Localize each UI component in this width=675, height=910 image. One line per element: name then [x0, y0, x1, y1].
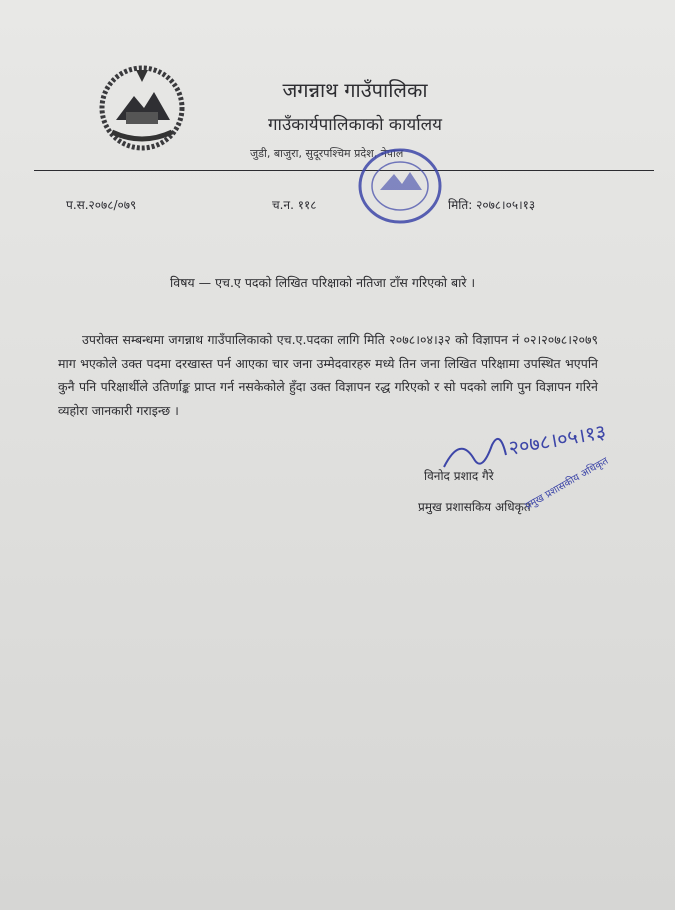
title-stamp: प्रमुख प्रशासकीय अधिकृत [523, 455, 611, 513]
letter-body: उपरोक्त सम्बन्धमा जगन्नाथ गाउँपालिकाको एच.ए.पदका लागि मिति २०७८।०४।३२ को विज्ञापन नं ०२।२०७८।२०७९ माग भएकोले उक्त पदमा दरखास्त पर्न आएका चार जना उम्मेदवारहरु मध्ये तिन जना लिखित परिक्षामा उपस्थित भएपनि कुनै पनि परिक्षार्थीले उतिर्णाङ्क प्राप्त गर्न नसकेकोले हुँदा उक्त विज्ञापन रद्ध गरिएको र सो पदको लागि पुन विज्ञापन गरिने व्यहोरा जानकारी गराइन्छ । [58, 332, 598, 418]
patra-sankhya: प.स.२०७८/०७९ [66, 198, 137, 212]
letter-date: मिति: २०७८।०५।१३ [448, 198, 536, 212]
signatory-title: प्रमुख प्रशासकिय अधिकृत [418, 500, 531, 514]
chalani-number: च.न. ११८ [272, 198, 317, 212]
office-name: गाउँकार्यपालिकाको कार्यालय [267, 115, 443, 135]
letter-subject: विषय — एच.ए पदको लिखित परिक्षाको नतिजा टाँस गरिएको बारे । [170, 275, 476, 290]
office-address: जुडी, बाजुरा, सुदूरपश्चिम प्रदेश, नेपाल [250, 147, 404, 160]
header-divider [34, 170, 654, 171]
office-seal-stamp [350, 140, 450, 232]
signature-date: २०७८।०५।१३ [506, 419, 608, 460]
municipality-name: जगन्नाथ गाउँपालिका [282, 78, 428, 102]
signatory-name: विनोद प्रशाद गैरे [424, 469, 494, 483]
nepal-emblem-logo [96, 62, 188, 152]
